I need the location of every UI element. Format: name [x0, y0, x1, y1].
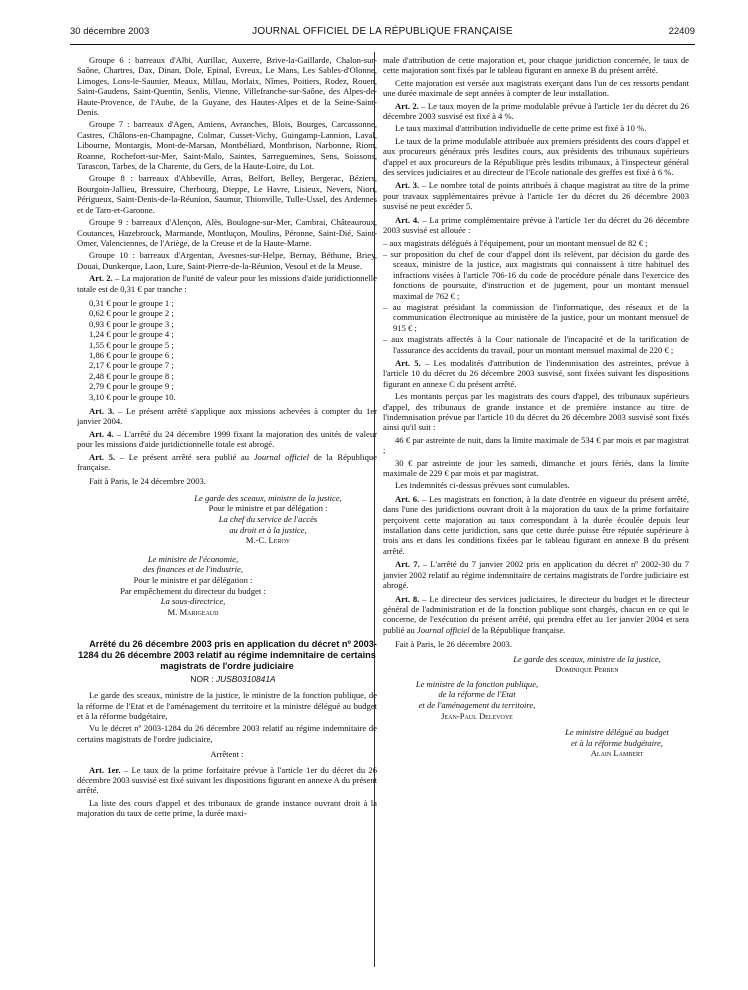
value-item: 0,62 € pour le groupe 2 ;: [89, 308, 174, 319]
article-4-heading: Art. 4.: [395, 214, 420, 225]
value-item: 0,31 € pour le groupe 1 ;: [89, 297, 174, 308]
signature-block-justice: [147, 493, 377, 546]
article-3-heading: Art. 3.: [395, 180, 420, 191]
header-journal-title: JOURNAL OFFICIEL DE LA RÉPUBLIQUE FRANÇAISE: [252, 26, 513, 37]
value-item: 0,93 € pour le groupe 3 ;: [89, 318, 174, 329]
article-8-text-b: de la République française.: [469, 624, 566, 635]
groupe-7: Groupe 7 : barreaux d'Agen, Amiens, Avranches, Blois, Bourges, Carcassonne, Castres, Châlons-en-Champagne, Colmar, Cusset-Vichy, Guingamp-Lannion, Laval, Libourne, Montargis, Mont-de-Marsan, Montbéliard, Montbrison, Narbonne, Riom, Roanne, Rochefort-sur-Mer, Saint-Malo, Saintes, Sarreguemines, Sens, Soissons, Tarascon, Tarbes, de la Charente, du Gers, de la Haute-Loire, du Lot.: [77, 119, 377, 172]
article-3-text: – Le présent arrêté s'applique aux missions achevées à compter du 1er janvier 2004.: [77, 406, 377, 427]
article-2-para-3: Le taux de la prime modulable attribuée aux premiers présidents des cours d'appel et aux procureurs généraux près lesdites cours, aux présidents des tribunaux supérieurs d'appel et aux procureurs de la République près lesdits tribunaux, à l'inspecteur général des services judiciaires et au directeur de l'Ecole nationale des greffes est fixé à 6 %.: [383, 135, 689, 178]
signature-delegation: Pour le ministre et par délégation :: [208, 503, 328, 514]
article-7-heading: Art. 7.: [395, 559, 420, 570]
groupe-10: Groupe 10 : barreaux d'Argentan, Avesnes-sur-Helpe, Bernay, Béthune, Briey, Douai, Dunkerque, Laon, Lure, Saint-Pierre-de-la-Réunion, Vesoul et de la Meuse.: [77, 250, 377, 271]
signature-block-fonction-publique: [383, 679, 559, 721]
article-8: [383, 594, 689, 636]
nor-reference: [77, 674, 377, 684]
header-page-number: 22409: [668, 26, 695, 37]
article-4: [77, 429, 377, 450]
signature-block-budget: [533, 727, 689, 759]
fait-a-paris: Fait à Paris, le 24 décembre 2003.: [89, 476, 206, 487]
signature-delegation: Pour le ministre et par délégation :: [133, 575, 253, 585]
value-item: 2,17 € pour le groupe 7 ;: [89, 360, 174, 371]
signature-title: Le ministre de l'économie,: [147, 553, 239, 564]
header-date: 30 décembre 2003: [70, 26, 150, 37]
article-5-heading: Art. 5.: [89, 451, 116, 462]
article-2-text: – La majoration de l'unité de valeur pour les missions d'aide juridictionnelle totale est de 0,31 € par tranche :: [77, 273, 378, 294]
signature-title-cont: et à la réforme budgétaire,: [570, 737, 664, 748]
article-4-text: – L'arrêté du 24 décembre 1999 fixant la majoration des unités de valeur pour les missions d'aide juridictionnelle totale est abrogé.: [77, 428, 377, 450]
article-3: [77, 406, 377, 427]
decree-title: Arrêté du 26 décembre 2003 pris en application du décret nº 2003-1284 du 26 décembre 2003 relatif au régime indemnitaire de certains magistrats de l'ordre judiciaire: [78, 639, 377, 671]
value-item: 1,55 € pour le groupe 5 ;: [89, 339, 174, 350]
article-4-heading: Art. 4.: [89, 428, 114, 439]
article-8-text-a: – Le directeur des services judiciaires, le directeur du budget et le directeur général de l'administration et de la fonction publique sont chargés, chacun en ce qui le concerne, de l'exécution du présent arrêté, qui prendra effet au 1er janvier 2004 et sera publié au: [383, 593, 690, 635]
article-6: [383, 494, 689, 556]
signature-title: Le ministre de la fonction publique,: [415, 678, 539, 689]
nor-label: NOR :: [190, 673, 216, 684]
list-item: – aux magistrats délégués à l'équipement, pour un montant mensuel de 82 € ;: [383, 237, 648, 248]
article-2-heading: Art. 2.: [89, 273, 113, 284]
value-item: 2,48 € pour le groupe 8 ;: [89, 370, 174, 381]
article-4: [383, 215, 689, 236]
signature-role: La sous-directrice,: [160, 596, 226, 607]
article-8-heading: Art. 8.: [395, 593, 420, 604]
article-1-text: – Le taux de la prime forfaitaire prévue à l'article 1er du décret du 26 décembre 2003 susvisé est fixé suivant les dispositions figurant en annexe A du présent arrêté.: [77, 764, 378, 796]
value-list: [89, 298, 377, 402]
majoration-paragraph: Cette majoration est versée aux magistrats exerçant dans l'un de ces ressorts pendant une durée maximale de sept années à compter de leur installation.: [383, 77, 689, 99]
article-1: [77, 765, 377, 796]
list-item: – sur proposition du chef de cour d'appel dont ils relèvent, par décision du garde des sceaux, ministre de la justice, aux magistrats qui connaissent à titre habituel des infractions visées à l'article 706-16 du code de procédure pénale dans l'exercice des fonctions de poursuite, d'instruction et de jugement, pour un montant mensuel maximal de 762 € ;: [383, 248, 689, 301]
signature-role: La chef du service de l'accès: [218, 514, 318, 525]
signatory-name: M.-C. Leroy: [245, 535, 291, 546]
list-item: – au magistrat présidant la commission de l'informatique, des réseaux et de la communication électronique au ministère de la justice, pour un montant mensuel de 915 € ;: [383, 301, 689, 333]
article-5: [383, 358, 689, 389]
left-column: [77, 55, 377, 821]
article-3-text: – Le nombre total de points attribués à chaque magistrat au titre de la prime pour travaux supplémentaires prévue à l'article 1er du décret du 26 décembre 2003 susvisé ne peut excéder 5.: [383, 180, 690, 212]
article-5-text-a: – Le présent arrêté sera publié au: [115, 451, 254, 462]
header-rule: [70, 44, 695, 45]
signatory-name: M. Marigeaud: [167, 606, 219, 617]
article-5-para-5: Les indemnités ci-dessus prévues sont cumulables.: [395, 480, 570, 491]
article-1-cont: La liste des cours d'appel et des tribunaux de grande instance ouvrant droit à la majoration du taux de cette prime, la durée maxi-: [77, 797, 377, 819]
signature-title-cont: de la réforme de l'Etat: [438, 689, 516, 700]
signature-title: Le garde des sceaux, ministre de la justice,: [513, 653, 661, 664]
signature-title-cont: et de l'aménagement du territoire,: [418, 699, 536, 710]
article-6-heading: Art. 6.: [395, 493, 420, 504]
article-5-para-4: 30 € par astreinte de jour les samedi, dimanche et jours fériés, dans la limite maximale de 229 € par mois et par magistrat.: [383, 457, 689, 479]
article-7: [383, 559, 689, 590]
list-item: – aux magistrats affectés à la Cour nationale de l'incapacité et de la tarification de l'assurance des accidents du travail, pour un montant mensuel maximal de 220 € ;: [383, 334, 689, 355]
signature-role-cont: au droit et à la justice,: [229, 524, 307, 535]
value-item: 3,10 € pour le groupe 10.: [89, 391, 176, 402]
vu-paragraph: Vu le décret nº 2003-1284 du 26 décembre 2003 relatif au régime indemnitaire de certains magistrats de l'ordre judiciaire,: [77, 723, 377, 744]
article-5-para-3: 46 € par astreinte de nuit, dans la limite maximale de 534 € par mois et par magistrat ;: [383, 434, 689, 456]
page-header: [70, 26, 695, 40]
article-7-text: – L'arrêté du 7 janvier 2002 pris en application du décret nº 2002-30 du 7 janvier 2002 relatif au régime indemnitaire de certains magistrats de l'ordre judiciaire est abrogé.: [383, 559, 690, 591]
journal-officiel-ref: Journal officiel: [416, 624, 470, 635]
value-item: 2,79 € pour le groupe 9 ;: [89, 381, 174, 392]
signature-title: Le ministre délégué au budget: [565, 727, 669, 738]
article-5-heading: Art. 5.: [395, 357, 421, 368]
article-2-heading: Art. 2.: [395, 100, 419, 111]
nor-code: JUSB0310841A: [215, 673, 276, 684]
fait-a-paris: Fait à Paris, le 26 décembre 2003.: [395, 639, 512, 650]
groupe-9: Groupe 9 : barreaux d'Alençon, Alès, Boulogne-sur-Mer, Cambrai, Châteauroux, Coutances, Hazebrouck, Marmande, Montluçon, Moulins, Péronne, Saint-Dié, Saint-Omer, Valenciennes, de l'Ariège, de la Creuse et de la Haute-Marne.: [77, 217, 377, 248]
signature-impediment: Par empêchement du directeur du budget :: [120, 585, 266, 596]
value-item: 1,24 € pour le groupe 4 ;: [89, 329, 174, 340]
article-1-continuation: male d'attribution de cette majoration et, pour chaque juridiction concernée, le taux de cette majoration sont fixés par le tableau figurant en annexe B du présent arrêté.: [383, 55, 689, 76]
groupe-8: Groupe 8 : barreaux d'Abbeville, Arras, Belfort, Belley, Bergerac, Béziers, Bourgoin-Jallieu, Bressuire, Cherbourg, Dieppe, Le Havre, Lisieux, Nevers, Niort, Périgueux, Saint-Denis-de-la-Réunion, Saumur, Thionville, Tulle-Ussel, des Ardennes et de Tarn-et-Garonne.: [77, 173, 377, 215]
journal-officiel-ref: Journal officiel: [253, 451, 310, 462]
signature-block-economie: [77, 554, 297, 618]
article-2: [383, 101, 689, 122]
article-6-text: – Les magistrats en fonction, à la date d'entrée en vigueur du présent arrêté, dans l'une des juridictions ouvrant droit à la majoration du taux de la prime forfaitaire perçoivent cette majoration au taux correspondant à la durée écoulée depuis leur installation dans cette juridiction, sans que cette durée puisse être réputée supérieure à trois ans et dans les conditions fixées par le tableau figurant en annexe B du présent arrêté.: [383, 493, 689, 556]
signature-title: Le garde des sceaux, ministre de la justice,: [194, 492, 342, 503]
article-4-text: – La prime complémentaire prévue à l'article 1er du décret du 26 décembre 2003 susvisé est allouée :: [383, 214, 690, 236]
right-column: [383, 55, 689, 759]
article-2: [77, 273, 377, 294]
value-item: 1,86 € pour le groupe 6 ;: [89, 349, 174, 360]
signature-block-justice: [473, 654, 689, 675]
signatory-name: Jean-Paul Delevoye: [441, 710, 513, 721]
article-1-heading: Art. 1er.: [89, 764, 121, 775]
article-2-para-2: Le taux maximal d'attribution individuelle de cette prime est fixé à 10 %.: [395, 123, 647, 134]
article-3: [383, 180, 689, 211]
decree-heading: [77, 639, 377, 684]
intro-paragraph: Le garde des sceaux, ministre de la justice, le ministre de la fonction publique, de la réforme de l'Etat et de l'aménagement du territoire et la ministre délégué au budget et à la réforme budgétaire,: [77, 690, 377, 721]
signatory-name: Dominique Perben: [555, 664, 619, 675]
article-2-text: – Le taux moyen de la prime modulable prévue à l'article 1er du décret du 26 décembre 2003 susvisé est fixé à 4 %.: [383, 100, 690, 122]
groupe-6: Groupe 6 : barreaux d'Albi, Aurillac, Auxerre, Brive-la-Gaillarde, Chalon-sur-Saône, Chartres, Dax, Dinan, Dole, Epinal, Evreux, Le Mans, Les Sables-d'Olonne, Limoges, Lons-le-Saunier, Meaux, Millau, Morlaix, Nîmes, Poitiers, Rodez, Rouen, Saint-Gaudens, Saint-Quentin, Senlis, Vienne, Villefranche-sur-Saône, des Alpes-de-Haute-Provence, de l'Aube, de la Guyane, des Hautes-Alpes et de la Seine-Saint-Denis.: [77, 55, 377, 118]
article-5: [77, 452, 377, 473]
article-5-text-b: de la République française.: [77, 451, 377, 473]
article-3-heading: Art. 3.: [89, 406, 115, 416]
arretent: Arrêtent :: [210, 749, 244, 760]
article-5-text: – Les modalités d'attribution de l'indemnisation des astreintes, prévue à l'article 10 du décret du 26 décembre 2003 susvisé, sont fixées suivant les dispositions figurant en annexe C du présent arrêté.: [383, 357, 689, 389]
article-5-para-2: Les montants perçus par les magistrats des cours d'appel, des tribunaux supérieurs d'appel, des tribunaux de grande instance et de première instance au titre de l'indemnisation prévue par l'article 10 du décret du 26 décembre 2003 susvisé sont fixés ainsi qu'il suit :: [383, 391, 689, 433]
article-4-list: [383, 238, 689, 355]
signature-title-cont: des finances et de l'industrie,: [143, 564, 243, 575]
signatory-name: Alain Lambert: [590, 748, 644, 759]
